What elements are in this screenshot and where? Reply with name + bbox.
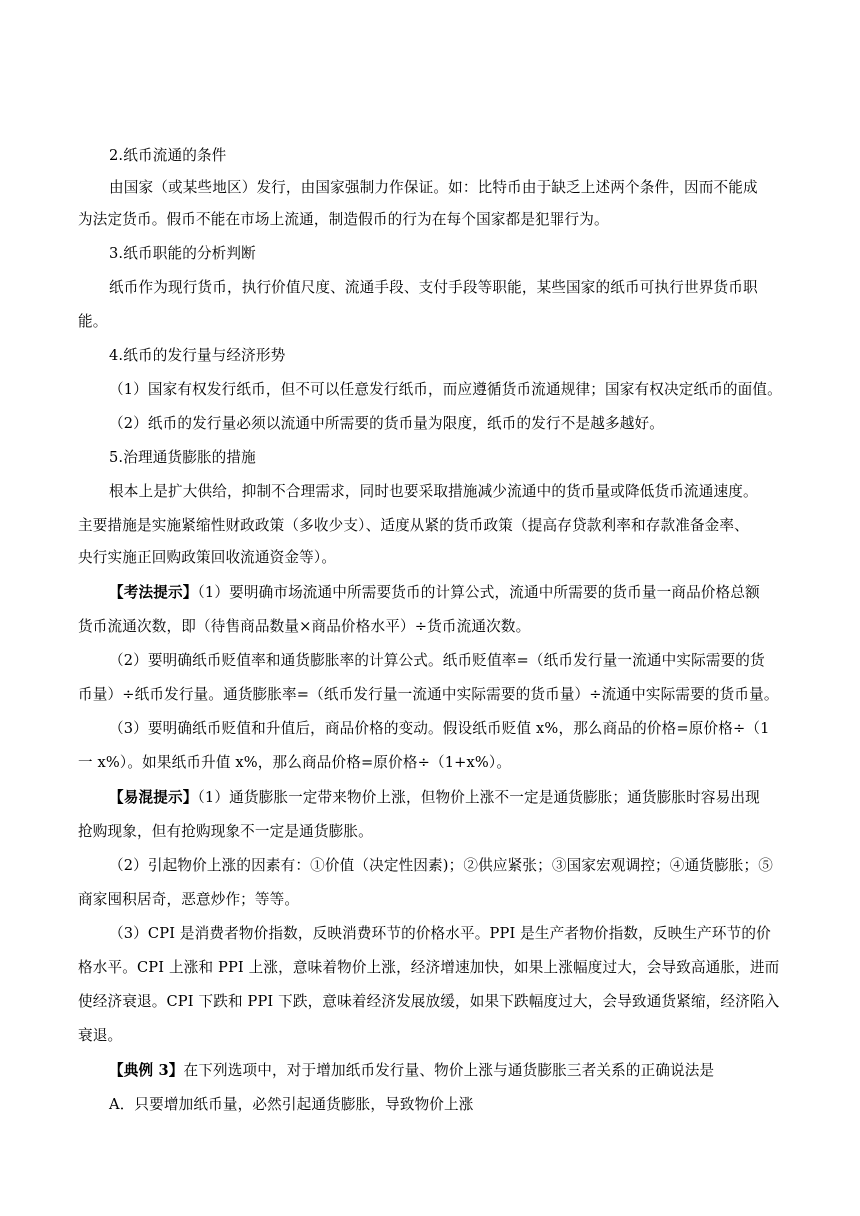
list-item: （2）要明确纸币贬值率和通货膨胀率的计算公式。纸币贬值率=（纸币发行量一流通中实际需要的货 (109, 652, 765, 669)
exam-hint-label: 【考法提示】 (109, 584, 198, 601)
heading-paper-money-conditions: 2.纸币流通的条件 (109, 147, 227, 164)
paragraph-line: 由国家（或某些地区）发行，由国家强制力作保证。如：比特币由于缺乏上述两个条件，因而不能成 (109, 179, 758, 196)
paragraph-line: 根本上是扩大供给，抑制不合理需求，同时也要采取措施减少流通中的货币量或降低货币流通速度。 (109, 483, 758, 500)
heading-paper-money-functions: 3.纸币职能的分析判断 (109, 245, 256, 262)
paragraph-line: 衰退。 (78, 1027, 123, 1044)
paragraph-line: 币量）÷纸币发行量。通货膨胀率=（纸币发行量一流通中实际需要的货币量）÷流通中实际需要的货币量。 (78, 686, 779, 703)
paragraph-line: 使经济衰退。CPI 下跌和 PPI 下跌，意味着经济发展放缓，如果下跌幅度过大，会导致通货紧缩，经济陷入 (78, 993, 780, 1010)
paragraph-line: 格水平。CPI 上涨和 PPI 上涨，意味着物价上涨，经济增速加快，如果上涨幅度过大，会导致高通胀，进而 (78, 959, 780, 976)
example-question-text: 在下列选项中，对于增加纸币发行量、物价上涨与通货膨胀三者关系的正确说法是 (183, 1062, 715, 1079)
paragraph-line: 一 x%）。如果纸币升值 x%，那么商品价格=原价格÷（1+x%）。 (78, 754, 512, 771)
paragraph-line: 为法定货币。假币不能在市场上流通，制造假币的行为在每个国家都是犯罪行为。 (78, 211, 609, 228)
list-item: （3）CPI 是消费者物价指数，反映消费环节的价格水平。PPI 是生产者物价指数，反映生产环节的价 (109, 925, 771, 942)
confusion-hint-text: （1）通货膨胀一定带来物价上涨，但物价上涨不一定是通货膨胀；通货膨胀时容易出现 (197, 789, 760, 806)
confusion-hint-label: 【易混提示】 (109, 789, 198, 806)
list-item: （2）引起物价上涨的因素有：①价值（决定性因素)；②供应紧张；③国家宏观调控；④通货膨胀；⑤ (109, 857, 774, 874)
paragraph-line: 商家囤积居奇，恶意炒作；等等。 (78, 891, 300, 908)
confusion-hint-line (109, 788, 760, 808)
exam-hint-line (109, 583, 760, 603)
example-question-line (109, 1061, 714, 1081)
list-item: （1）国家有权发行纸币，但不可以任意发行纸币，而应遵循货币流通规律；国家有权决定纸币的面值。 (109, 381, 782, 398)
option-a: A．只要增加纸币量，必然引起通货膨胀，导致物价上涨 (109, 1096, 474, 1113)
paragraph-line: 央行实施正回购政策回收流通资金等）。 (78, 549, 337, 566)
list-item: （2）纸币的发行量必须以流通中所需要的货币量为限度，纸币的发行不是越多越好。 (109, 415, 664, 432)
paragraph-line: 能。 (78, 313, 108, 330)
paragraph-line: 主要措施是实施紧缩性财政政策（多收少支）、适度从紧的货币政策（提高存贷款利率和存款准备金率、 (78, 517, 749, 534)
heading-issuance-and-economy: 4.纸币的发行量与经济形势 (109, 347, 286, 364)
paragraph-line: 抢购现象，但有抢购现象不一定是通货膨胀。 (78, 823, 373, 840)
paragraph-line: 纸币作为现行货币，执行价值尺度、流通手段、支付手段等职能，某些国家的纸币可执行世界货币职 (109, 279, 758, 296)
paragraph-line: 货币流通次数，即（待售商品数量×商品价格水平）÷货币流通次数。 (78, 618, 531, 635)
example-label: 【典例 3】 (109, 1062, 184, 1079)
heading-inflation-measures: 5.治理通货膨胀的措施 (109, 449, 256, 466)
list-item: （3）要明确纸币贬值和升值后，商品价格的变动。假设纸币贬值 x%，那么商品的价格=原价格÷（1 (109, 720, 770, 737)
exam-hint-text: （1）要明确市场流通中所需要货币的计算公式，流通中所需要的货币量一商品价格总额 (197, 584, 760, 601)
